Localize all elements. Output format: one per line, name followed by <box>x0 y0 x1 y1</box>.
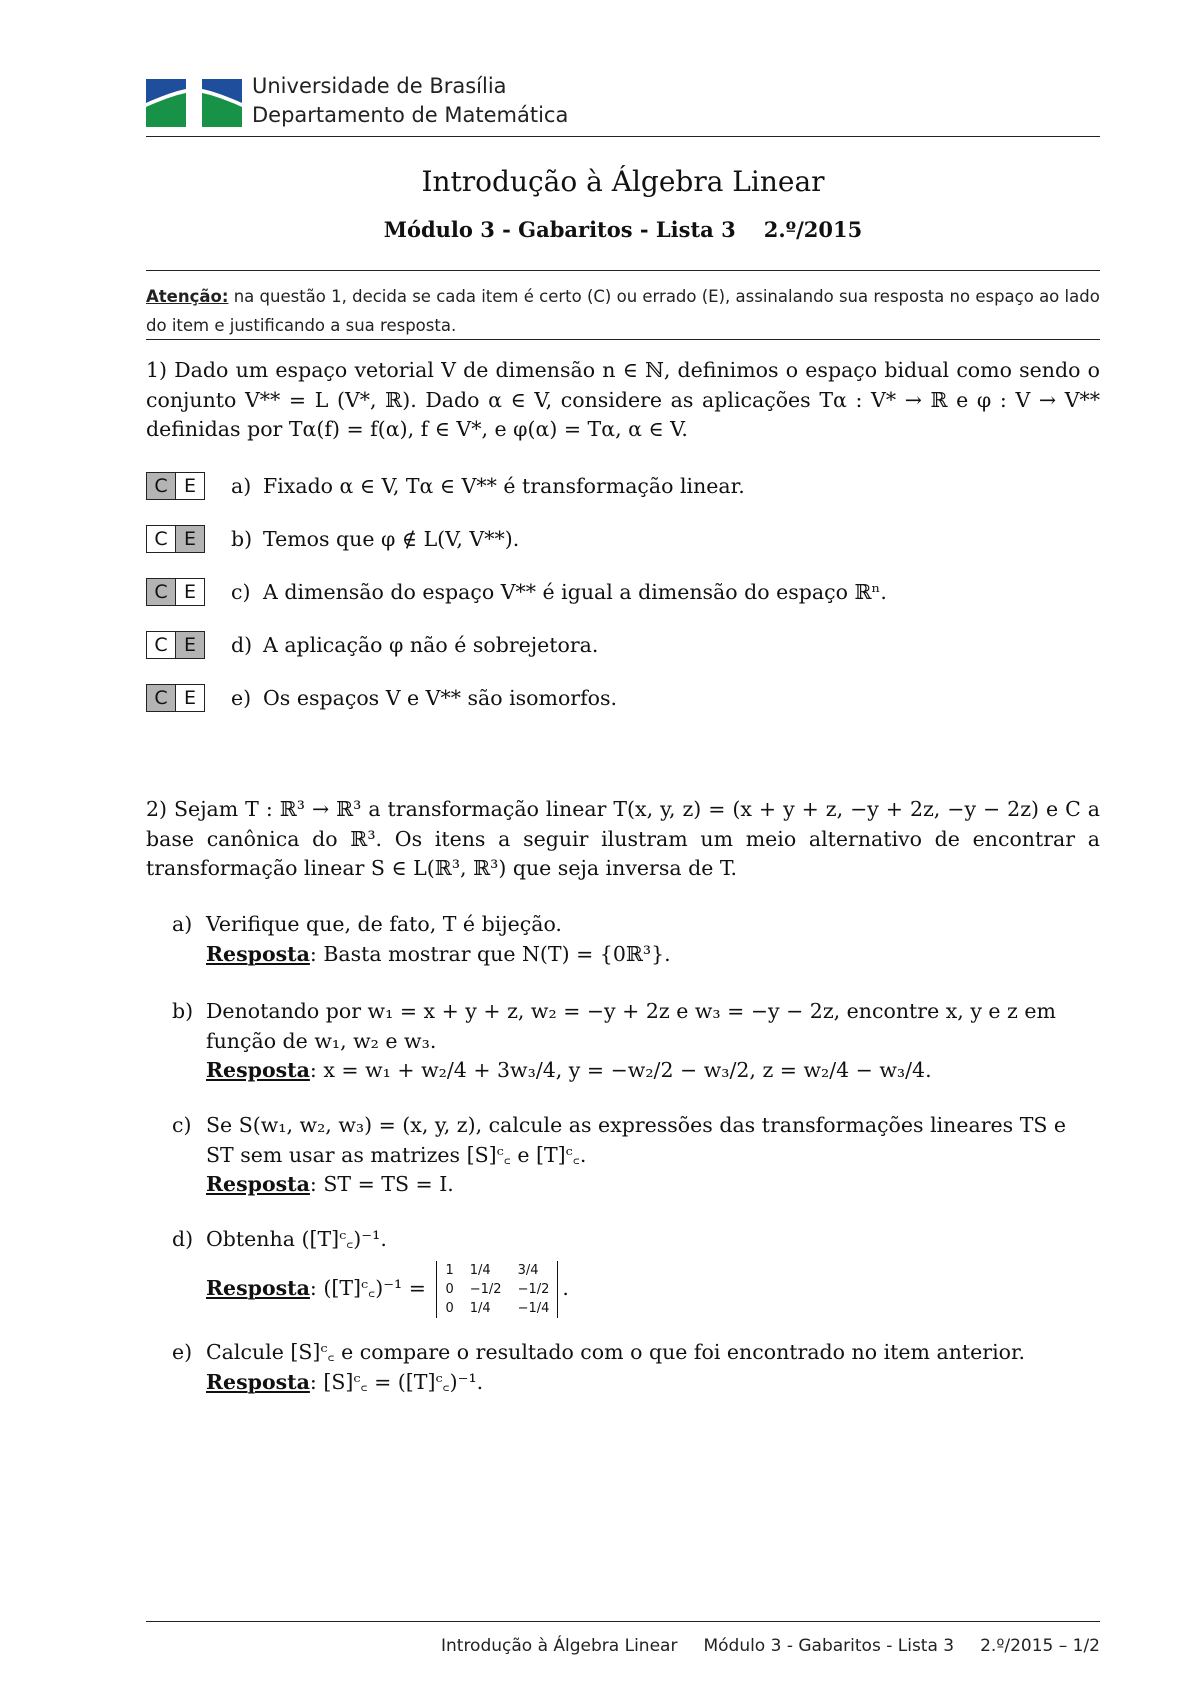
item-label: d) <box>172 1227 194 1251</box>
item-label: a) <box>231 474 252 498</box>
matrix-cell: 0 <box>445 1300 454 1316</box>
answer-label: Resposta <box>206 941 310 966</box>
unb-logo <box>146 79 242 127</box>
box-c[interactable]: C <box>147 685 175 711</box>
matrix-cell: 1/4 <box>469 1300 491 1316</box>
item-text: Temos que φ ∉ L(V, V**). <box>263 527 520 551</box>
answer-box-b[interactable] <box>146 525 205 553</box>
answer-end: . <box>562 1275 569 1300</box>
matrix-cell: −1/2 <box>469 1281 502 1297</box>
answer <box>206 1056 1100 1086</box>
box-c[interactable]: C <box>154 528 168 550</box>
q2-item-c <box>172 1111 1100 1200</box>
answer-text: : ([T]ᶜ꜀)⁻¹ = <box>309 1275 426 1300</box>
item-label: e) <box>172 1340 193 1364</box>
notice-top-rule <box>146 270 1100 271</box>
page-footer <box>146 1636 1100 1656</box>
notice-box <box>146 282 1100 340</box>
item-label: e) <box>231 686 252 710</box>
matrix-cell: −1/4 <box>517 1300 550 1316</box>
header-rule <box>146 136 1100 137</box>
item-label: c) <box>231 580 251 604</box>
q1-item-e <box>146 683 617 713</box>
box-c[interactable]: C <box>154 634 168 656</box>
answer-box-c[interactable] <box>146 578 205 606</box>
q1-item-a <box>146 471 745 501</box>
item-label: b) <box>231 527 253 551</box>
notice-label: Atenção: <box>146 287 229 306</box>
matrix-cell: −1/2 <box>517 1281 550 1297</box>
inverse-matrix <box>432 1261 562 1318</box>
item-text: Fixado α ∈ V, Tα ∈ V** é transformação linear. <box>263 474 745 498</box>
university-name: Universidade de Brasília <box>252 74 507 98</box>
item-text: Obtenha ([T]ᶜ꜀)⁻¹. <box>206 1227 387 1251</box>
matrix-cell: 1/4 <box>469 1262 491 1278</box>
matrix-cell: 0 <box>445 1281 454 1297</box>
footer-page: 2.º/2015 – 1/2 <box>980 1636 1100 1656</box>
q2-item-b <box>172 997 1100 1086</box>
answer-box-e[interactable] <box>146 684 205 712</box>
box-e[interactable]: E <box>175 473 204 499</box>
answer <box>206 1170 1100 1200</box>
q1-statement: 1) Dado um espaço vetorial V de dimensão n ∈ ℕ, definimos o espaço bidual como sendo o conjunto V** = L (V*, ℝ). Dado α ∈ V, considere as aplicações Tα : V* → ℝ e φ : V → V** definidas por Tα(f) = f(α), f ∈ V*, e φ(α) = Tα, α ∈ V. <box>146 358 1100 441</box>
item-text: A aplicação φ não é sobrejetora. <box>263 633 599 657</box>
notice-bottom-rule <box>146 339 1100 340</box>
department-name: Departamento de Matemática <box>252 103 569 127</box>
q2-statement: 2) Sejam T : ℝ³ → ℝ³ a transformação linear T(x, y, z) = (x + y + z, −y + 2z, −y − 2z) e C a base canônica do ℝ³. Os itens a seguir ilustram um meio alternativo de encontrar a transformação linear S ∈ L(ℝ³, ℝ³) que seja inversa de T. <box>146 797 1100 880</box>
box-e[interactable]: E <box>175 632 204 658</box>
answer-text: : ST = TS = I. <box>309 1172 454 1196</box>
subtitle-module: Módulo 3 - Gabaritos - Lista 3 <box>383 217 736 242</box>
answer-text: : Basta mostrar que N(T) = {0ℝ³}. <box>309 941 671 966</box>
answer-label: Resposta <box>206 1172 310 1196</box>
matrix-cell: 1 <box>445 1262 454 1278</box>
answer <box>206 940 1100 970</box>
answer <box>206 1261 1100 1318</box>
footer-rule <box>146 1621 1100 1622</box>
q2-item-a <box>172 910 1100 969</box>
subtitle-term: 2.º/2015 <box>763 217 863 242</box>
box-e[interactable]: E <box>175 579 204 605</box>
answer-box-a[interactable] <box>146 472 205 500</box>
item-text: Denotando por w₁ = x + y + z, w₂ = −y + 2z e w₃ = −y − 2z, encontre x, y e z em função de w₁, w₂ e w₃. <box>206 999 1056 1053</box>
box-e[interactable]: E <box>175 526 204 552</box>
answer <box>206 1368 1100 1398</box>
answer-text: : x = w₁ + w₂/4 + 3w₃/4, y = −w₂/2 − w₃/2, z = w₂/4 − w₃/4. <box>309 1058 932 1082</box>
answer-box-d[interactable] <box>146 631 205 659</box>
answer-label: Resposta <box>206 1369 310 1394</box>
q1-item-b <box>146 524 519 554</box>
q2-item-e <box>172 1338 1100 1397</box>
q1-item-c <box>146 577 887 607</box>
item-text: Se S(w₁, w₂, w₃) = (x, y, z), calcule as expressões das transformações lineares TS e ST sem usar as matrizes [S]ᶜ꜀ e [T]ᶜ꜀. <box>206 1113 1067 1167</box>
q1-item-d <box>146 630 598 660</box>
answer-text: : [S]ᶜ꜀ = ([T]ᶜ꜀)⁻¹. <box>309 1369 484 1394</box>
notice-text: na questão 1, decida se cada item é certo (C) ou errado (E), assinalando sua resposta no espaço ao lado do item e justificando a sua resposta. <box>146 287 1100 335</box>
item-text: A dimensão do espaço V** é igual a dimensão do espaço ℝⁿ. <box>263 580 887 604</box>
q2-item-d <box>172 1225 1100 1318</box>
footer-module: Módulo 3 - Gabaritos - Lista 3 <box>703 1636 955 1656</box>
box-c[interactable]: C <box>147 473 175 499</box>
box-e[interactable]: E <box>175 685 204 711</box>
footer-course: Introdução à Álgebra Linear <box>440 1636 678 1656</box>
item-label: c) <box>172 1113 192 1137</box>
item-text: Verifique que, de fato, T é bijeção. <box>206 912 562 936</box>
item-text: Calcule [S]ᶜ꜀ e compare o resultado com o que foi encontrado no item anterior. <box>206 1340 1026 1364</box>
item-label: b) <box>172 999 194 1023</box>
item-label: d) <box>231 633 253 657</box>
item-label: a) <box>172 912 193 936</box>
answer-label: Resposta <box>206 1058 310 1082</box>
item-text: Os espaços V e V** são isomorfos. <box>263 686 618 710</box>
page-title: Introdução à Álgebra Linear <box>421 165 825 198</box>
matrix-cell: 3/4 <box>517 1262 539 1278</box>
answer-label: Resposta <box>206 1275 310 1300</box>
box-c[interactable]: C <box>147 579 175 605</box>
page-subtitle <box>0 217 1200 242</box>
